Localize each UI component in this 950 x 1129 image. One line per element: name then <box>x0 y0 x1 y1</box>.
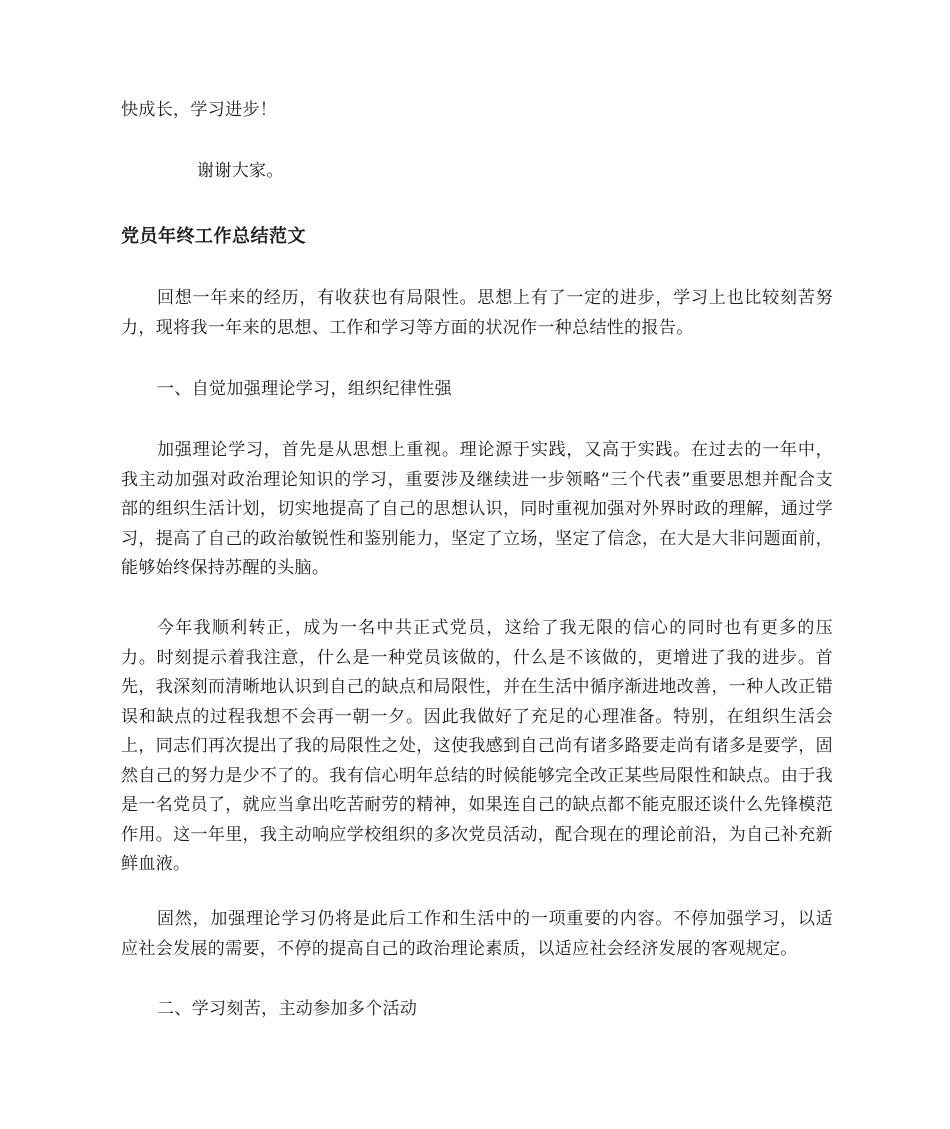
continuation-text: 快成长，学习进步！ <box>121 100 278 120</box>
section-heading-2: 二、学习刻苦，主动参加多个活动 <box>157 999 418 1019</box>
intro-paragraph: 回想一年来的经历，有收获也有局限性。思想上有了一定的进步，学习上也比较刻苦努力，现将我一年来的思想、工作和学习等方面的状况作一种总结性的报告。 <box>121 288 833 338</box>
section1-paragraph-3: 固然，加强理论学习仍将是此后工作和生活中的一项重要的内容。不停加强学习，以适应社会发展的需要，不停的提高自己的政治理论素质，以适应社会经济发展的客观规定。 <box>121 909 833 959</box>
section-heading-1: 一、自觉加强理论学习，组织纪律性强 <box>157 379 452 399</box>
page-title: 党员年终工作总结范文 <box>121 226 306 247</box>
section1-paragraph-1: 加强理论学习，首先是从思想上重视。理论源于实践，又高于实践。在过去的一年中，我主动加强对政治理论知识的学习，重要涉及继续进一步领略“三个代表”重要思想并配合支部的组织生活计划，切实地提高了自己的思想认识，同时重视加强对外界时政的理解，通过学习，提高了自己的政治敏锐性和鉴别能力，坚定了立场，坚定了信念，在大是大非问题面前，能够始终保持苏醒的头脑。 <box>121 440 833 578</box>
closing-thanks: 谢谢大家。 <box>197 161 284 181</box>
section1-paragraph-2: 今年我顺利转正，成为一名中共正式党员，这给了我无限的信心的同时也有更多的压力。时刻提示着我注意，什么是一种党员该做的，什么是不该做的，更增进了我的进步。首先，我深刻而清晰地认识到自己的缺点和局限性，并在生活中循序渐进地改善，一种人改正错误和缺点的过程我想不会再一朝一夕。因此我做好了充足的心理准备。特别，在组织生活会上，同志们再次提出了我的局限性之处，这使我感到自己尚有诸多路要走尚有诸多是要学，固然自己的努力是少不了的。我有信心明年总结的时候能够完全改正某些局限性和缺点。由于我是一名党员了，就应当拿出吃苦耐劳的精神，如果连自己的缺点都不能克服还谈什么先锋模范作用。这一年里，我主动响应学校组织的多次党员活动，配合现在的理论前沿，为自己补充新鲜血液。 <box>121 618 833 874</box>
